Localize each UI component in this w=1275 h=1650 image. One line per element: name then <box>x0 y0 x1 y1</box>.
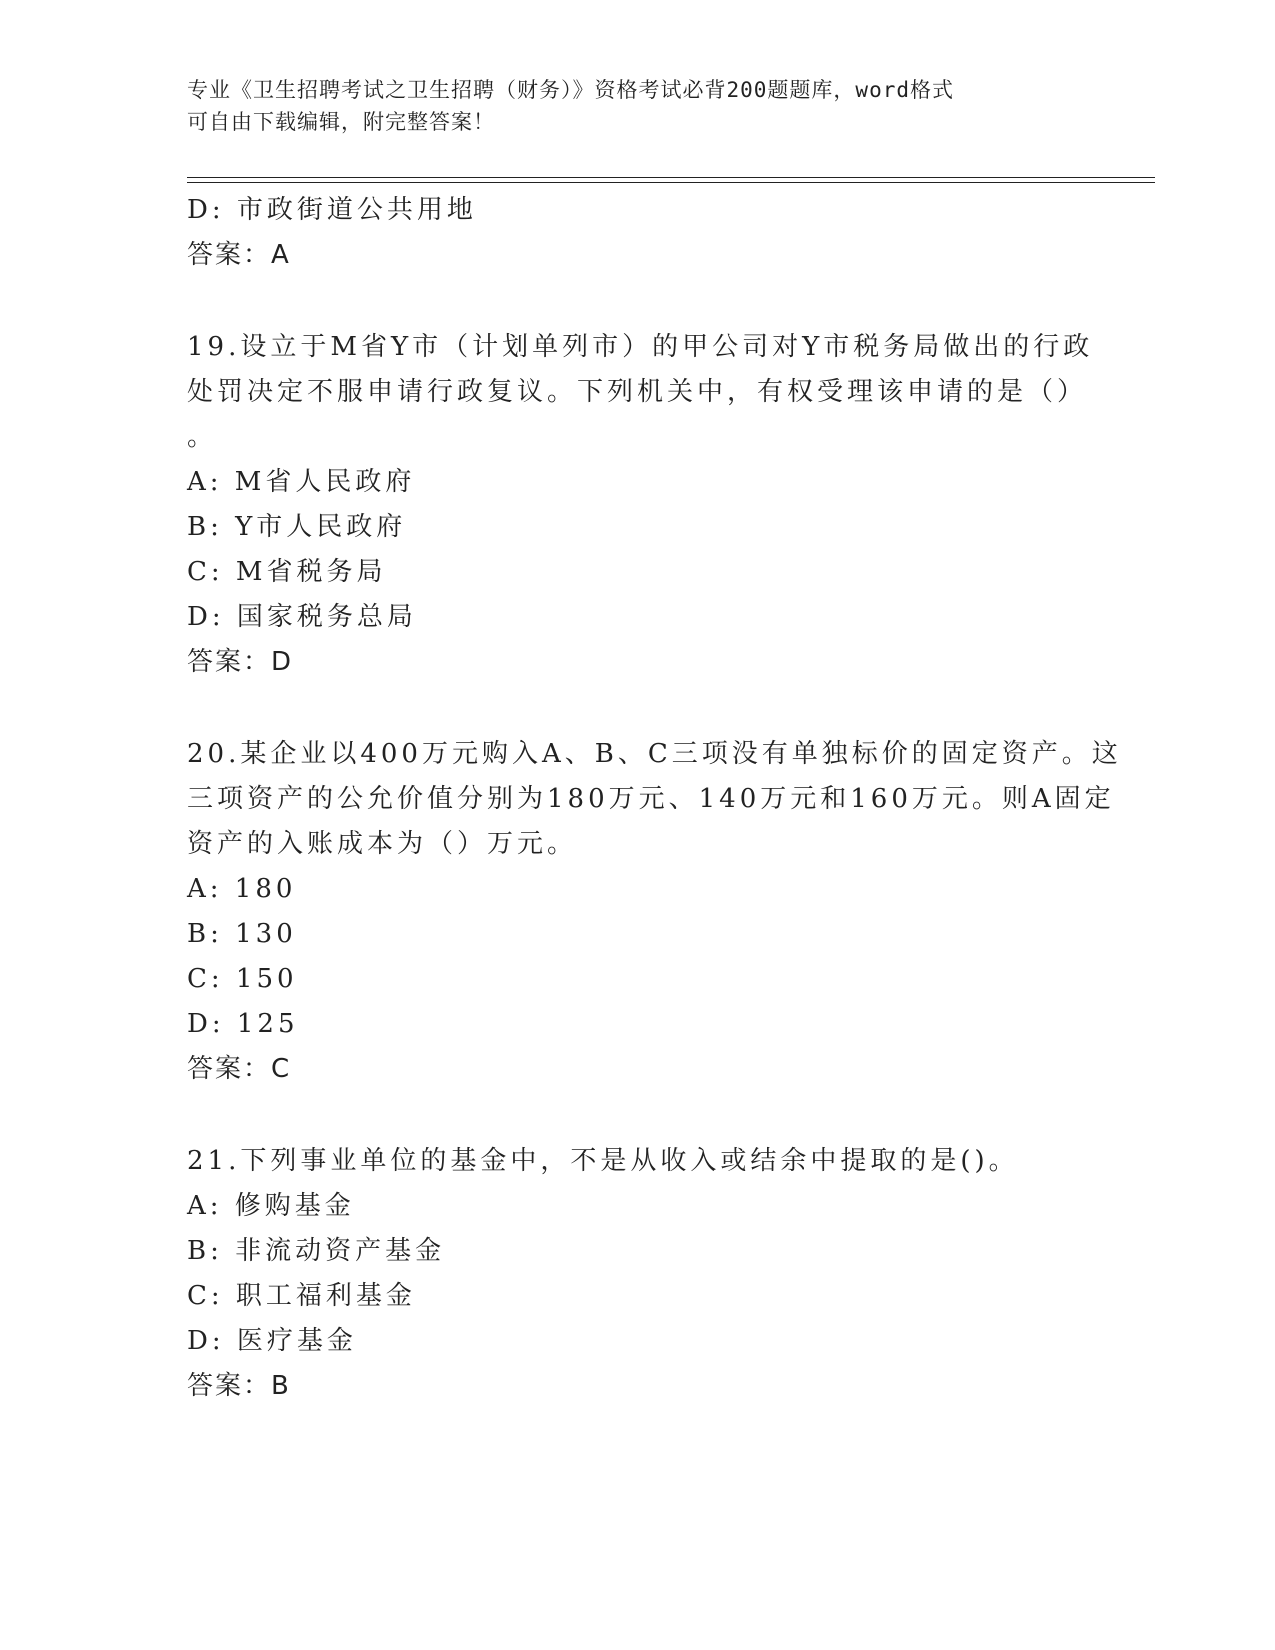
previous-question-tail <box>187 188 1087 278</box>
option-d: D: 125 <box>187 1009 299 1039</box>
answer: 答案：A <box>187 240 291 270</box>
question-text-line: 20.某企业以400万元购入A、B、C三项没有单独标价的固定资产。这 <box>187 739 1122 769</box>
option-b: B: 130 <box>187 919 297 949</box>
option-d: D: 市政街道公共用地 <box>187 195 477 225</box>
option-a: A: 180 <box>187 874 297 904</box>
header-divider-bottom <box>187 182 1155 183</box>
question-text-line: 三项资产的公允价值分别为180万元、140万元和160万元。则A固定 <box>187 784 1115 814</box>
question-text-line: 21.下列事业单位的基金中，不是从收入或结余中提取的是()。 <box>187 1146 1019 1176</box>
option-b: B: 非流动资产基金 <box>187 1236 446 1266</box>
answer: 答案：C <box>187 1054 292 1084</box>
option-c: C: 职工福利基金 <box>187 1281 416 1311</box>
option-b: B: Y市人民政府 <box>187 512 407 542</box>
question-text-line: 处罚决定不服申请行政复议。下列机关中，有权受理该申请的是（） <box>187 377 1088 407</box>
header-line-1: 专业《卫生招聘考试之卫生招聘（财务）》资格考试必背200题题库，word格式 <box>187 78 954 102</box>
document-body <box>187 188 1122 1409</box>
question-21 <box>187 1139 1087 1409</box>
option-a: A: M省人民政府 <box>187 467 416 497</box>
question-text-line: 。 <box>187 422 218 452</box>
header-divider-top <box>187 177 1155 178</box>
answer: 答案：D <box>187 647 294 677</box>
option-d: D: 国家税务总局 <box>187 602 417 632</box>
document-header <box>187 74 1067 138</box>
option-d: D: 医疗基金 <box>187 1326 357 1356</box>
question-19 <box>187 325 1094 685</box>
option-a: A: 修购基金 <box>187 1191 355 1221</box>
question-20 <box>187 732 1122 1092</box>
option-c: C: M省税务局 <box>187 557 387 587</box>
answer: 答案：B <box>187 1371 291 1401</box>
option-c: C: 150 <box>187 964 298 994</box>
header-line-2: 可自由下载编辑，附完整答案！ <box>187 110 495 134</box>
question-text-line: 资产的入账成本为（）万元。 <box>187 829 578 859</box>
question-text-line: 19.设立于M省Y市（计划单列市）的甲公司对Y市税务局做出的行政 <box>187 332 1094 362</box>
